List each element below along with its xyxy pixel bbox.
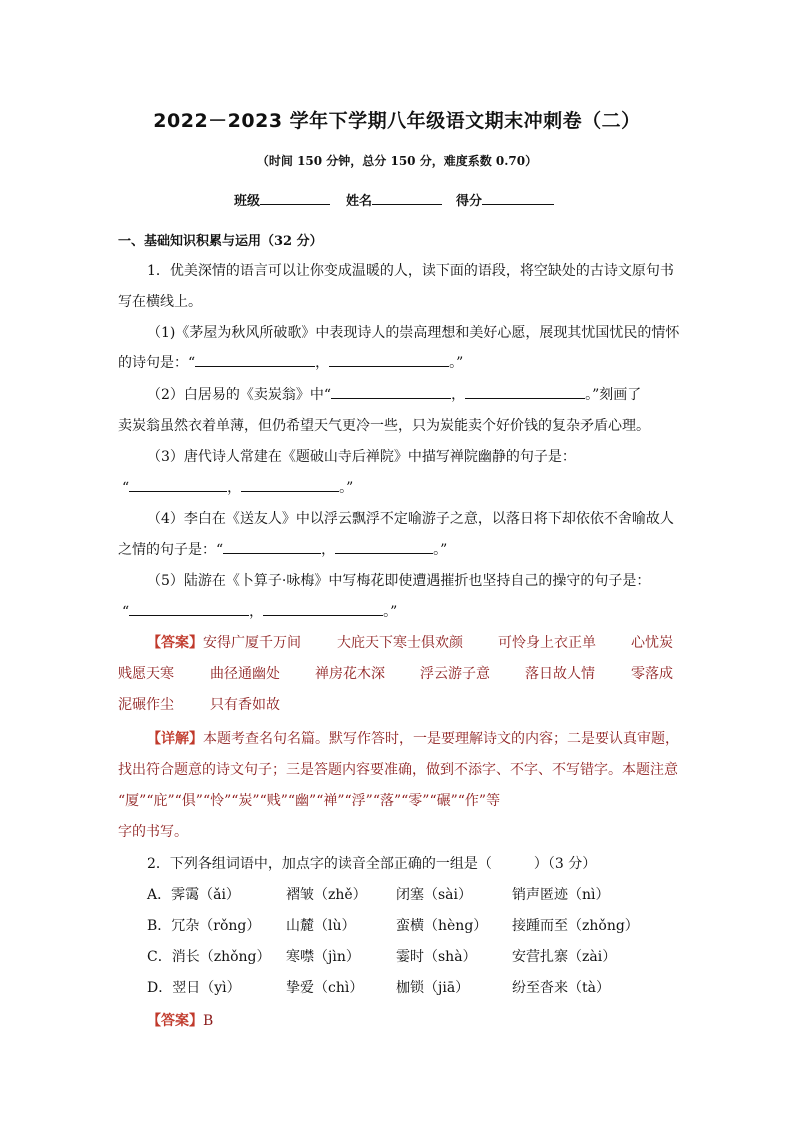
q2-option-b-word3: 蛮横（hèng） [396,918,488,934]
answer2 [147,1010,213,1030]
answer-item: 心忧炭 [631,635,673,651]
q2-option-b-word2: 山麓（lù） [286,918,356,934]
q1-sub2-line2: 卖炭翁虽然衣着单薄，但仍希望天气更冷一些，只为炭能卖个好价钱的复杂矛盾心理。 [118,418,650,434]
q2-option-a: A．霁霭（ǎi） [147,887,240,903]
blank-5a [129,603,249,616]
blank-1a [195,354,315,367]
q2-option-a-word4: 销声匿迹（nì） [512,887,610,903]
q1-sub4-line2: 之情的句子是：“ ， 。” [118,542,448,558]
q2-option-d: D．翌日（yì） [147,980,241,996]
name-blank [372,192,442,205]
q2-option-d-word2: 挚爱（chì） [286,980,364,996]
blank-2b [465,386,585,399]
name-label: 姓名 [346,194,373,209]
answer-item: 曲径通幽处 [210,666,280,682]
score-field [456,190,554,209]
answer-item: 零落成 [631,666,673,682]
detail1-line1: 【详解】本题考查名句名篇。默写作答时，一是要理解诗文的内容；二是要认真审题， [147,731,679,747]
q2-option-c: C．消长（zhǒng） [147,949,271,965]
blank-3b [241,479,339,492]
q2-option-c-word2: 寒噤（jìn） [286,949,360,965]
q1-stem-line1: 1．优美深情的语言可以让你变成温暖的人，读下面的语段，将空缺处的古诗文原句书 [147,263,674,279]
answer-item: 禅房花木深 [315,666,385,682]
score-blank [482,192,554,205]
q1-stem-line2: 写在横线上。 [118,294,202,310]
answer-item: 可怜身上衣正单 [498,635,596,651]
blank-2a [331,386,451,399]
q1-sub4-line1: （4）李白在《送友人》中以浮云飘浮不定喻游子之意，以落日将下却依依不舍喻故人 [147,511,674,527]
blank-5b [263,603,383,616]
answer2-value: B [203,1013,214,1029]
q1-sub2-line1: （2）白居易的《卖炭翁》中“ ， 。”刻画了 [147,387,642,403]
exam-subtitle: （时间 150 分钟，总分 150 分，难度系数 0.70） [256,154,538,168]
answer-item: 落日故人情 [525,666,595,682]
name-field [346,190,442,209]
answer-item: 泥碾作尘 [118,697,174,713]
q1-sub3-line1: （3）唐代诗人常建在《题破山寺后禅院》中描写禅院幽静的句子是： [147,449,576,465]
blank-1b [329,354,449,367]
answer-tag: 【答案】 [147,1013,203,1029]
q1-sub5-line2: “ ， 。” [122,604,398,620]
q1-sub1-line1: （1)《茅屋为秋风所破歌》中表现诗人的崇高理想和美好心愿，展现其忧国忧民的情怀 [147,325,680,341]
blank-4b [335,541,433,554]
answer-item: 安得广厦千万间 [203,635,301,651]
answer-item: 浮云游子意 [420,666,490,682]
detail1-line4: 字的书写。 [118,824,188,840]
class-label: 班级 [234,194,261,209]
answer-item: 只有香如故 [210,697,280,713]
blank-3a [129,479,227,492]
detail1-line3: “厦”“庇”“俱”“怜”“炭”“贱”“幽”“禅”“浮”“落”“零”“碾”“作”等 [118,793,501,809]
score-label: 得分 [456,194,483,209]
detail1-line2: 找出符合题意的诗文句子；三是答题内容要准确，做到不添字、不字、不写错字。本题注意 [118,762,678,778]
class-blank [260,192,330,205]
q2-option-b: B．冗杂（rǒng） [147,918,261,934]
q2-option-c-word3: 霎时（shà） [396,949,477,965]
answer-item: 贱愿天寒 [118,666,174,682]
q2-option-a-word2: 褶皱（zhě） [286,887,367,903]
q2-option-b-word4: 接踵而至（zhǒng） [512,918,639,934]
section-heading: 一、基础知识积累与运用（32 分） [118,234,323,249]
answer-tag: 【答案】 [147,635,203,651]
q1-sub3-line2: “ ， 。” [122,480,354,496]
page-title: 2022－2023 学年下学期八年级语文期末冲刺卷（二） [153,110,641,132]
blank-4a [223,541,321,554]
q2-option-d-word4: 纷至沓来（tà） [512,980,610,996]
q2-option-d-word3: 枷锁（jiā） [396,980,470,996]
q2-option-a-word3: 闭塞（sài） [396,887,473,903]
answer-item: 大庇天下寒士俱欢颜 [337,635,463,651]
q1-sub1-line2: 的诗句是：“ ， 。” [118,355,464,371]
q2-stem: 2．下列各组词语中，加点字的读音全部正确的一组是（ ）（3 分） [147,856,597,872]
class-field [234,190,330,209]
q2-option-c-word4: 安营扎寨（zài） [512,949,617,965]
detail-tag: 【详解】 [147,731,203,747]
q1-sub5-line1: （5）陆游在《卜算子·咏梅》中写梅花即使遭遇摧折也坚持自己的操守的句子是： [147,573,651,589]
answer1-line1 [147,632,301,652]
